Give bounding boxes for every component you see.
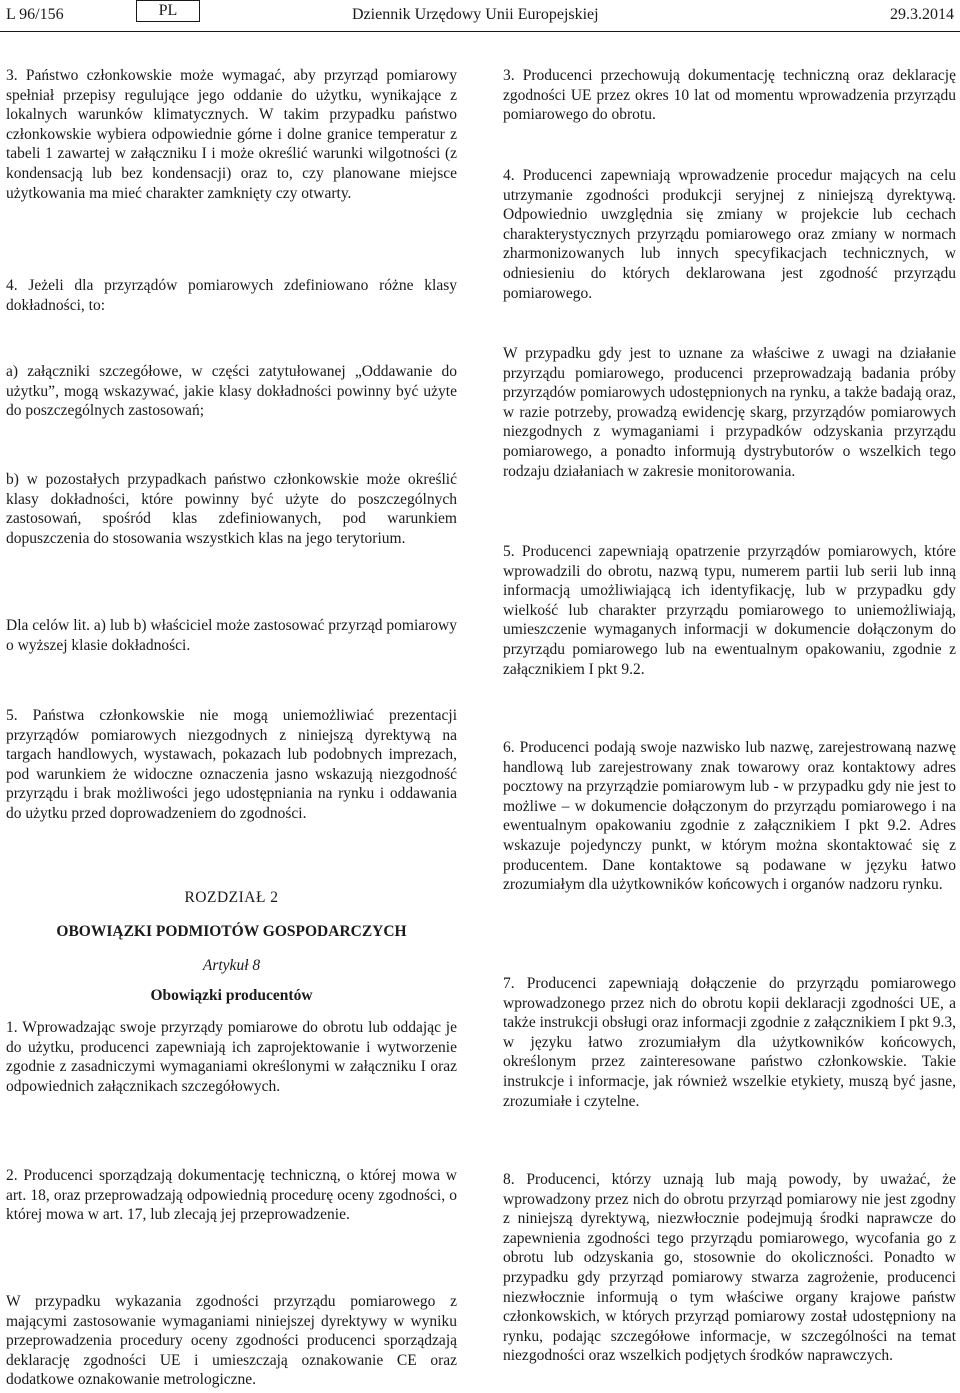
paragraph-art8-5: 5. Producenci zapewniają opatrzenie przyrządów pomiarowych, które wprowadzili do obrotu, nazwą typu, numerem partii lub serii lub inną informacją umożliwiającą ich identyfikację, lub w przypadku gdy wielkość lub charakter przyrządu pomiarowego to uniemożliwiają, umieszczenie wymaganych informacji w dokumencie dołączonym do przyrządu pomiarowego lub na ewentualnym opakowaniu, zgodnie z załącznikiem I pkt 9.2. — [503, 543, 956, 678]
paragraph-art8-2-continued: W przypadku wykazania zgodności przyrządu pomiarowego z mającymi zastosowanie wymaganiami niniejszej dyrektywy w wyniku przeprowadzenia procedury oceny zgodności producenci sporządzają deklarację zgodności UE i umieszczają oznakowanie CE oraz dodatkowe oznakowanie metrologiczne. — [6, 1293, 457, 1389]
page-header — [0, 0, 960, 30]
article-title: Obowiązki producentów — [150, 987, 313, 1004]
paragraph-dla-celow: Dla celów lit. a) lub b) właściciel może zastosować przyrząd pomiarowy o wyższej klasie dokładności. — [6, 617, 457, 654]
paragraph-art8-2: 2. Producenci sporządzają dokumentację techniczną, o której mowa w art. 18, oraz przeprowadzają odpowiednią procedurę oceny zgodności, o której mowa w art. 17, lub zlecają jej przeprowadzenie. — [6, 1167, 457, 1224]
paragraph-point-b: b) w pozostałych przypadkach państwo członkowskie może określić klasy dokładności, które powinny być użyte do poszczególnych zastosowań, spośród klas zdefiniowanych, pod warunkiem dopuszczenia do stosowania wszystkich klas na jego terytorium. — [6, 471, 457, 547]
paragraph-point-a: a) załączniki szczegółowe, w części zatytułowanej „Oddawanie do użytku”, mogą wskazywać, jakie klasy dokładności powinny być użyte do poszczególnych zastosowań; — [6, 363, 457, 420]
chapter-number: ROZDZIAŁ 2 — [184, 889, 279, 906]
journal-title: Dziennik Urzędowy Unii Europejskiej — [352, 6, 599, 23]
paragraph-art7-3: 3. Państwo członkowskie może wymagać, aby przyrząd pomiarowy spełniał przepisy regulujące jego oddanie do użytku, wynikające z lokalnych warunków klimatycznych. W takim przypadku państwo członkowskie wybiera odpowiednie górne i dolne granice temperatur z tabeli 1 zawartej w załączniku I i może określić warunki wilgotności (z kondensacją lub bez kondensacji) oraz to, czy planowane miejsce użytkowania ma mieć charakter zamknięty czy otwarty. — [6, 67, 457, 202]
paragraph-art8-7: 7. Producenci zapewniają dołączenie do przyrządu pomiarowego wprowadzonego przez nich do obrotu kopii deklaracji zgodności UE, a także instrukcji obsługi oraz informacji zgodnie z załącznikiem I pkt 9.3, w języku łatwo zrozumiałym dla użytkowników końcowych, określonym przez zainteresowane państwo członkowskie. Takie instrukcje i informacje, jak również wszelkie etykiety, muszą być jasne, zrozumiałe i czytelne. — [503, 975, 956, 1110]
paragraph-art8-1: 1. Wprowadzając swoje przyrządy pomiarowe do obrotu lub oddając je do użytku, producenci zapewniają ich zaprojektowanie i wytworzenie zgodnie z zasadniczymi wymaganiami określonymi w załączniku I oraz odpowiednich załącznikach szczegółowych. — [6, 1019, 457, 1095]
paragraph-art7-4: 4. Jeżeli dla przyrządów pomiarowych zdefiniowano różne klasy dokładności, to: — [6, 277, 457, 314]
paragraph-art7-5: 5. Państwa członkowskie nie mogą uniemożliwiać prezentacji przyrządów pomiarowych niezgodnych z niniejszą dyrektywą na targach handlowych, wystawach, pokazach lub podobnych imprezach, pod warunkiem że widoczne oznaczenia jasno wskazują niezgodność przyrządu i brak możliwości jego udostępniania na rynku i oddawania do użytku przed doprowadzeniem do zgodności. — [6, 707, 457, 822]
paragraph-art8-4-continued: W przypadku gdy jest to uznane za właściwe z uwagi na działanie przyrządu pomiarowego, producenci przeprowadzają badania próby przyrządów pomiarowych udostępnionych na rynku, a także badają oraz, w razie potrzeby, prowadzą ewidencję skarg, przyrządów pomiarowych niezgodnych z wymaganiami i przypadków odzyskania przyrządu pomiarowego, a ponadto informują dystrybutorów o wszelkich tego rodzaju działaniach w zakresie monitorowania. — [503, 345, 956, 480]
chapter-title: OBOWIĄZKI PODMIOTÓW GOSPODARCZYCH — [56, 923, 407, 940]
page-reference: L 96/156 — [6, 6, 64, 23]
header-rule — [0, 31, 960, 32]
language-badge: PL — [136, 0, 200, 22]
paragraph-art8-6: 6. Producenci podają swoje nazwisko lub nazwę, zarejestrowaną nazwę handlową lub zarejestrowany znak towarowy oraz kontaktowy adres pocztowy na przyrządzie pomiarowym lub - w przypadku gdy nie jest to możliwe – w dokumencie dołączonym do przyrządu pomiarowego i na ewentualnym opakowaniu zgodnie z załącznikiem I pkt 9.2. Adres wskazuje pojedynczy punkt, w którym można skontaktować się z producentem. Dane kontaktowe są podawane w języku łatwo zrozumiałym dla użytkowników końcowych i organów nadzoru rynku. — [503, 739, 956, 894]
paragraph-art8-4: 4. Producenci zapewniają wprowadzenie procedur mających na celu utrzymanie zgodności produkcji seryjnej z niniejszą dyrektywą. Odpowiednio uwzględnia się zmiany w projekcie lub cechach charakterystycznych przyrządu pomiarowego oraz zmiany w normach zharmonizowanych lub innych specyfikacjach technicznych, w odniesieniu do których deklarowana jest zgodność przyrządu pomiarowego. — [503, 167, 956, 302]
article-number: Artykuł 8 — [202, 957, 261, 974]
paragraph-art8-3: 3. Producenci przechowują dokumentację techniczną oraz deklarację zgodności UE przez okres 10 lat od momentu wprowadzenia przyrządu pomiarowego do obrotu. — [503, 67, 956, 124]
publication-date: 29.3.2014 — [890, 6, 954, 23]
paragraph-art8-8: 8. Producenci, którzy uznają lub mają powody, by uważać, że wprowadzony przez nich do obrotu przyrząd pomiarowy nie jest zgodny z niniejszą dyrektywą, niezwłocznie podejmują środki naprawcze do zapewnienia zgodności tego przyrządu pomiarowego, wycofania go z obrotu lub odzyskania go, stosownie do okoliczności. Ponadto w przypadku gdy przyrząd pomiarowy stwarza zagrożenie, producenci niezwłocznie informują o tym właściwe organy krajowe państw członkowskich, w których przyrząd pomiarowy został udostępniony na rynku, podając szczegółowe informacje, w szczególności na temat niezgodności oraz wszelkich podjętych środków naprawczych. — [503, 1171, 956, 1365]
